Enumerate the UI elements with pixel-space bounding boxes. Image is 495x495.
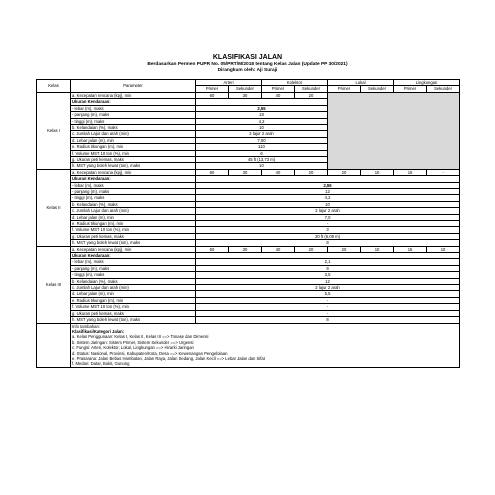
param-label: g. Ukuran peti kemas, maks: [71, 233, 196, 239]
param-value: 110: [196, 144, 328, 150]
section-label: Ukuran Kendaraan:: [71, 253, 196, 259]
class-label: Kelas II: [37, 169, 71, 246]
param-label: d. Lebar jalan (m), min: [71, 137, 196, 143]
param-label: b. Kelandaian (%), maks: [71, 278, 196, 284]
header-sekunder: Sekunder: [229, 86, 262, 92]
param-label: c. Jumlah Lajur dan arah (min): [71, 208, 196, 214]
header-sekunder: Sekunder: [361, 86, 394, 92]
param-value: 12: [196, 278, 460, 284]
param-value: 10: [196, 163, 328, 169]
speed-value: -: [427, 169, 460, 175]
section-label: Ukuran Kendaraan:: [71, 176, 196, 182]
param-label: - tinggi (m), maks: [71, 272, 196, 278]
param-value: -: [196, 297, 460, 303]
info-item: d. Status: Nasional, Provinsi, Kabupaten/Kota, Desa ==> Kewenangan Pengelolaan: [71, 351, 460, 356]
param-label: d. Lebar jalan (m), min: [71, 214, 196, 220]
param-label: d. Lebar jalan (m), min: [71, 291, 196, 297]
class-label: Kelas I: [37, 92, 71, 169]
speed-value: 40: [262, 92, 295, 98]
doc-subtitle: Berdasarkan Permen PUPR No. 05/PRT/M/2018 tentang Kelas Jalan (Update PP 30/2021): [147, 62, 348, 68]
header-lokal: Lokal: [328, 80, 394, 86]
param-value: 7,00: [196, 137, 328, 143]
header-primer: Primer: [394, 86, 427, 92]
param-value: 9: [196, 265, 460, 271]
param-label: h. MST yang boleh lewat (ton), maks: [71, 163, 196, 169]
param-label: h. MST yang boleh lewat (ton), maks: [71, 317, 196, 323]
speed-value: 20: [295, 246, 328, 252]
param-label: f. Volume MST 10 ton (%), min: [71, 227, 196, 233]
speed-value: 30: [229, 169, 262, 175]
param-value: 2 lajur 2 arah: [196, 131, 328, 137]
class-block-2: [37, 169, 460, 246]
param-label: c. Jumlah Lajur dan arah (min): [71, 285, 196, 291]
param-label: g. Ukuran peti kemas, maks: [71, 156, 196, 162]
param-label: e. Radius tikungan (m), min: [71, 297, 196, 303]
param-label: - lebar (m), maks: [71, 105, 196, 111]
param-value: 2 lajur 2 arah: [196, 285, 460, 291]
param-value: 10: [196, 201, 460, 207]
document: [36, 54, 459, 368]
param-value: 2,1: [196, 259, 460, 265]
param-value: 7,0: [196, 214, 460, 220]
classification-table: [36, 79, 460, 368]
section-label: Ukuran Kendaraan:: [71, 99, 196, 105]
param-value: 8: [196, 317, 460, 323]
speed-value: 10: [361, 246, 394, 252]
param-value: 4,2: [196, 118, 328, 124]
doc-author: Dirangkum oleh: Aji Suraji: [217, 67, 278, 73]
param-label: - lebar (m), maks: [71, 182, 196, 188]
param-value: 8: [196, 240, 460, 246]
param-value: 2,55: [196, 182, 460, 188]
doc-title: KLASIFIKASI JALAN: [212, 54, 283, 61]
param-label: e. Radius tikungan (m), min: [71, 144, 196, 150]
speed-value: 40: [262, 169, 295, 175]
param-value: 4,2: [196, 195, 460, 201]
param-label: e. Radius tikungan (m), min: [71, 221, 196, 227]
header-arteri: Arteri: [196, 80, 262, 86]
info-heading: Info tambahan:: [71, 323, 460, 329]
param-value: 10: [196, 124, 328, 130]
param-value: 5,5: [196, 291, 460, 297]
param-label: - lebar (m), maks: [71, 259, 196, 265]
info-block: [37, 323, 460, 367]
info-item: c. Fungsi: Arteri, Kolektor, Lokal, Lingkungan ==> Hirarki Jaringan: [71, 345, 460, 350]
param-label: b. Kelandaian (%), maks: [71, 124, 196, 130]
info-item: a. Kelas Penggunaan: Kelas I, Kelas II, Kelas III ==> Tonase dan Dimensi: [71, 334, 460, 339]
header-parameter: Parameter: [71, 80, 196, 93]
param-value: 6: [196, 150, 328, 156]
info-item: e. Prasarana: Jalan Bebas Hambatan, Jalan Raya, Jalan Sedang, Jalan Kecil ==> Lebar Jalan dan Sifat: [71, 356, 460, 361]
param-label: - panjang (m), maks: [71, 112, 196, 118]
class-label: Kelas III: [37, 246, 71, 323]
not-applicable-area: [328, 92, 460, 169]
param-value: 3: [196, 227, 460, 233]
param-value: 2,55: [196, 105, 328, 111]
header-primer: Primer: [196, 86, 229, 92]
param-value: -: [196, 310, 460, 316]
header-primer: Primer: [328, 86, 361, 92]
param-label: c. Jumlah Lajur dan arah (min): [71, 131, 196, 137]
header-lingkungan: Lingkungan: [394, 80, 460, 86]
speed-value: 60: [196, 169, 229, 175]
param-value: 12: [196, 188, 460, 194]
speed-value: 60: [196, 246, 229, 252]
header-sekunder: Sekunder: [295, 86, 328, 92]
speed-value: 60: [196, 92, 229, 98]
speed-value: 40: [262, 246, 295, 252]
param-label: - panjang (m), maks: [71, 265, 196, 271]
header-sekunder: Sekunder: [427, 86, 460, 92]
speed-value: 15: [394, 246, 427, 252]
param-label: f. Volume MST 10 ton (%), min: [71, 150, 196, 156]
class-block-1: [37, 92, 460, 169]
param-value: 3,5: [196, 272, 460, 278]
info-item: f. Medan: Datar, Bukit, Gunung: [71, 361, 460, 367]
list-item: [37, 361, 460, 367]
param-label: - panjang (m), maks: [71, 188, 196, 194]
speed-value: 20: [328, 246, 361, 252]
header-primer: Primer: [262, 86, 295, 92]
param-label: f. Volume MST 10 ton (%), min: [71, 304, 196, 310]
speed-value: 20: [295, 169, 328, 175]
param-value: -: [196, 304, 460, 310]
param-value: 2 lajur 2 arah: [196, 208, 460, 214]
param-label: h. MST yang boleh lewat (ton), maks: [71, 240, 196, 246]
param-value: 45 ft (13,73 m): [196, 156, 328, 162]
param-label: b. Kelandaian (%), maks: [71, 201, 196, 207]
param-label: - tinggi (m), maks: [71, 118, 196, 124]
param-value: 18: [196, 112, 328, 118]
param-label: a. Kecepatan rencana (kpj), min: [71, 246, 196, 252]
info-subheading: Klasifikasi/Kategori Jalan:: [71, 329, 460, 334]
speed-value: 20: [295, 92, 328, 98]
param-label: a. Kecepatan rencana (kpj), min: [71, 169, 196, 175]
speed-value: 10: [427, 246, 460, 252]
param-label: g. Ukuran peti kemas, maks: [71, 310, 196, 316]
speed-value: 30: [229, 92, 262, 98]
speed-value: 10: [361, 169, 394, 175]
param-value: 20 ft (6,09 m): [196, 233, 460, 239]
param-label: a. Kecepatan rencana (kpj), min: [71, 92, 196, 98]
header-kelas: Kelas: [37, 80, 71, 93]
class-block-3: [37, 246, 460, 323]
param-value: -: [196, 221, 460, 227]
speed-value: 15: [394, 169, 427, 175]
param-label: - tinggi (m), maks: [71, 195, 196, 201]
speed-value: 30: [229, 246, 262, 252]
header-kolektor: Kolektor: [262, 80, 328, 86]
info-item: b. Sistem Jaringan: Sistem Primer, Sistem Sekunder ==> Urgensi: [71, 340, 460, 345]
speed-value: 20: [328, 169, 361, 175]
